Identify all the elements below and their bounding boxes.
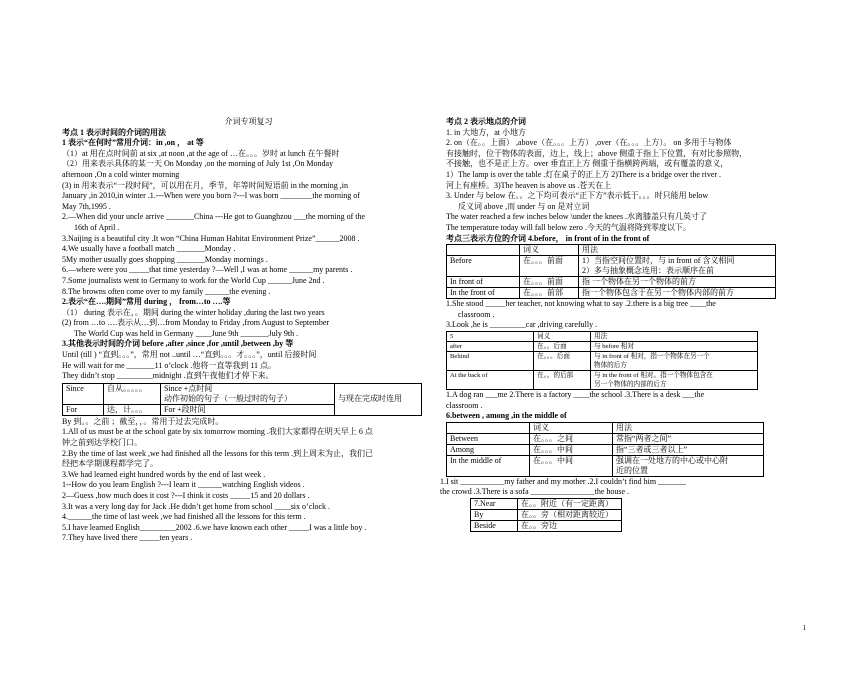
table-cell: 用法: [591, 331, 758, 341]
text-line: 有接触时，位于物体的表面，边上，线上；above 侧重于指上下位置，有对比参照物，: [446, 148, 748, 158]
table-cell: 指“三者或三者以上”: [613, 444, 764, 455]
text-line: The temperature today will fall below zero .今天的气温将降到零度以下。: [446, 222, 691, 232]
table-cell: [613, 455, 764, 476]
table-cell-line: 强调在一处地方的中心或中心附: [616, 455, 728, 465]
text-line: 3.Naijing is a beautiful city .It won “China Human Habitat Environment Prize”______2008 .: [62, 233, 360, 243]
table-cell: 在。。。之间: [530, 433, 613, 444]
table-cell: 指 一个物体在另一个物体的前方: [579, 277, 776, 288]
table-cell: [591, 370, 758, 389]
text-line: 3.Look ,he is _________car ,driving carefully .: [446, 320, 598, 330]
table-cell: 用法: [613, 422, 764, 433]
table-cell: For +段时间: [161, 404, 335, 415]
near-by-table: [470, 498, 622, 532]
text-line: 1--How do you learn English ?---I learn it ______watching English videos .: [62, 480, 305, 490]
text-line: 1.She stood _____her teacher, not knowing what to say .2.there is a big tree ____the: [446, 299, 716, 309]
text-line: (3) in 用来表示“一段时间”，可以用在月，季节，年等时间短语前 in the morning ,in: [62, 180, 348, 190]
section-heading-1: 考点 1 表示时间的介词的用法: [62, 127, 166, 137]
table-cell: 在。。。前面: [520, 277, 579, 288]
table-cell: 词义: [520, 245, 579, 256]
table-cell-line: 1）当指空间位置时，与 in front of 含义相同: [582, 256, 735, 266]
table-cell: 常指“两者之间”: [613, 433, 764, 444]
text-line: （1） during 表示在，。期间 during the winter holiday ,during the last two years: [62, 307, 325, 317]
table-cell: [579, 256, 776, 277]
text-line: The water reached a few inches below \under the knees .水离膝盖只有几英寸了: [446, 212, 708, 222]
text-line: 4.We usually have a football match _______Monday .: [62, 244, 236, 254]
text-line: 3. Under 与 below 在。。之下均可表示“正下方”表示低于。。。时只能用 below: [446, 191, 709, 201]
since-for-table: [62, 383, 422, 416]
table-cell-line: 另一个物体的内部的后方: [594, 380, 667, 388]
section-heading-2: 考点 2 表示地点的介词: [446, 117, 526, 126]
table-cell: 在。。附近（有一定距离）: [518, 498, 622, 509]
table-cell: 在。。的后部: [534, 370, 591, 389]
table-cell: 用法: [579, 245, 776, 256]
text-line: 1.All of us must be at the school gate by six tomorrow morning .我们大家都得在明天早上 6 点: [62, 427, 373, 437]
table-cell: 在。。。前面: [520, 256, 579, 277]
text-line: 8.The browns often come over to my family ______the evening .: [62, 286, 271, 296]
page-title: 介词专项复习: [224, 117, 273, 126]
table-cell: 在。。。前部: [520, 288, 579, 299]
text-line: 7.They have lived there _____ten years .: [62, 533, 193, 543]
table-cell-line: 物体的后方: [594, 361, 627, 369]
before-table: [446, 244, 776, 299]
table-cell: 词义: [530, 422, 613, 433]
text-line: January ,in 2010,in winter .1.---When were you born ?---I was born ________the morning of: [62, 191, 360, 201]
table-cell: 7.Near: [471, 498, 518, 509]
table-cell: 在。。。后面: [534, 351, 591, 370]
text-line: 3.We had learned eight hundred words by the end of last week .: [62, 469, 266, 479]
text-line: （2）用来表示具体的某一天 On Monday ,on the morning of July 1st ,On Monday: [62, 159, 334, 169]
table-cell: Beside: [471, 520, 518, 531]
text-line: He will wait for me _______11 o’clock .他将一直等我到 11 点。: [62, 360, 277, 370]
table-cell: 5: [447, 331, 534, 341]
text-line: Until (till ) “直到。。。”，常用 not ..until …“直到。。。才。。。”，until 后接时间: [62, 350, 317, 360]
between-table: [446, 422, 764, 477]
text-line: 1）The lamp is over the table .灯在桌子的正上方 2)There is a bridge over the river .: [446, 169, 722, 179]
table-cell: 词义: [534, 331, 591, 341]
text-line: 16th of April .: [74, 222, 120, 232]
text-line: (2) from …to ….表示从…到…from Monday to Friday ,from August to September: [62, 318, 330, 328]
subheading-other-time: 3.其他表示时间的介词 before ,after ,since ,for ,until ,between ,by 等: [62, 339, 294, 349]
text-line: 反义词 above ,而 under 与 on 是对立词: [458, 201, 590, 211]
left-column: [62, 117, 435, 544]
table-cell: Since: [63, 383, 104, 404]
table-cell: Among: [447, 444, 530, 455]
subheading-during: 2.表示“在….期间”常用 during ， from…to ….等: [62, 297, 231, 307]
table-cell: 与 before 相对: [591, 341, 758, 351]
table-cell: 在。。后面: [534, 341, 591, 351]
table-cell: [447, 422, 530, 433]
text-line: classroom .: [446, 400, 483, 410]
table-cell: [161, 383, 335, 404]
subheading-time-points: 1 表示“在何时”常用介词：in ,on ， at 等: [62, 138, 204, 148]
table-cell-line: Since +点时间: [164, 383, 213, 393]
table-cell: 自从。。。。。: [104, 383, 161, 404]
text-line: 1.I sit ___________my father and my mother .2.I couldn’t find him _______: [440, 476, 687, 486]
table-cell: 达，计。。。: [104, 404, 161, 415]
table-cell: By: [471, 509, 518, 520]
text-line: 7.Some journalists went to Germany to work for the World Cup ______June 2nd .: [62, 275, 325, 285]
table-cell: At the back of: [447, 370, 534, 389]
table-cell-line: 动作初始的句子（一般过时的句子）: [164, 393, 292, 403]
table-cell-line: 近的位置: [616, 465, 648, 475]
table-cell: For: [63, 404, 104, 415]
text-line: 1.A dog ran ___me 2.There is a factory ____the school .3.There is a desk ___the: [446, 389, 705, 399]
table-cell: 在。。旁边: [518, 520, 622, 531]
text-line: They didn’t stop _________midnight .直到午夜他们才停下来。: [62, 371, 274, 381]
text-line: 3.It was a very long day for Jack .He didn’t get home from school ____six o’clock .: [62, 501, 331, 511]
right-column: [440, 117, 806, 532]
table-cell: In front of: [447, 277, 520, 288]
page-number: 1: [802, 624, 806, 632]
text-line: 河上有座桥。3)The heaven is above us .苍天在上: [446, 180, 612, 190]
text-line: 5My mother usually goes shopping _______Monday mornings .: [62, 254, 268, 264]
text-line: afternoon ,On a cold winter morning: [62, 169, 180, 179]
text-line: （1）at 用在点时间前 at six ,at noon ,at the age of …在。。。岁时 at lunch 在午餐时: [62, 148, 340, 158]
table-cell-line: 2）多与抽象概念连用：表示顺序在前: [582, 266, 714, 276]
table-cell: In the front of: [447, 288, 520, 299]
table-cell: 在。。。中间: [530, 455, 613, 476]
table-cell-line: 与 in the front of 相对。指一个物体包含在: [594, 371, 713, 379]
text-line: By 到。。之前 ；截至，，。常用于过去完成时。: [62, 416, 224, 426]
table-cell: In the middle of: [447, 455, 530, 476]
table-cell: [591, 351, 758, 370]
text-line: 1. in 大地方，at 小地方: [446, 127, 526, 137]
subheading-between: 6.between , among ,in the middle of: [446, 411, 567, 421]
text-line: the crowd .3.There is a sofa ________________the house .: [440, 487, 630, 497]
text-line: 2.By the time of last week ,we had finished all the lessons for this term .到上周末为止，我们已: [62, 448, 374, 458]
text-line: 经把本学期课程都学完了。: [62, 459, 158, 469]
text-line: 6.—where were you _____that time yesterday ?—Well ,I was at home ______my parents .: [62, 265, 353, 275]
table-cell: Behind: [447, 351, 534, 370]
text-line: 2.—When did your uncle arrive _______China ---He got to Guanghzou ___the morning of the: [62, 212, 366, 222]
text-line: May 7th,1995 .: [62, 201, 111, 211]
text-line: classroom .: [458, 309, 495, 319]
table-cell: Before: [447, 256, 520, 277]
text-line: 2—Guess ,how much does it cost ?---I think it costs _____15 and 20 dollars .: [62, 491, 310, 500]
table-cell: 在。。。中间: [530, 444, 613, 455]
table-cell: after: [447, 341, 534, 351]
table-cell: 与现在完成时连用: [335, 383, 422, 415]
text-line: The World Cup was held in Germany ____June 9th _______July 9th .: [74, 328, 299, 338]
table-cell: 指一个物体包含于在另一个物体内部的前方: [579, 288, 776, 299]
table-cell: [447, 245, 520, 256]
section-heading-3: 考点三表示方位的介词 4.before， in front of in the front of: [446, 233, 650, 243]
table-cell: Between: [447, 433, 530, 444]
text-line: 2. on（在。。上面） ,above（在。。。上方） ,over（在。。。上方）。 on 多用于与物体: [446, 138, 732, 148]
text-line: 5.I have learned English_________2002 .6.we have known each other _____I was a little boy .: [62, 522, 367, 532]
behind-table: [446, 331, 758, 390]
table-cell: 在。。旁（相对距离较近）: [518, 509, 622, 520]
table-cell-line: 与 in front of 相对，指一个物体在另一个: [594, 352, 710, 360]
text-line: 不接触，也不是正上方。over 垂直正上方 侧重于指横跨两端，或有覆盖的意义，: [446, 159, 729, 169]
text-line: 4.______the time of last week ,we had finished all the lessons for this term .: [62, 512, 306, 522]
text-line: 钟之前到达学校门口。: [62, 438, 142, 448]
